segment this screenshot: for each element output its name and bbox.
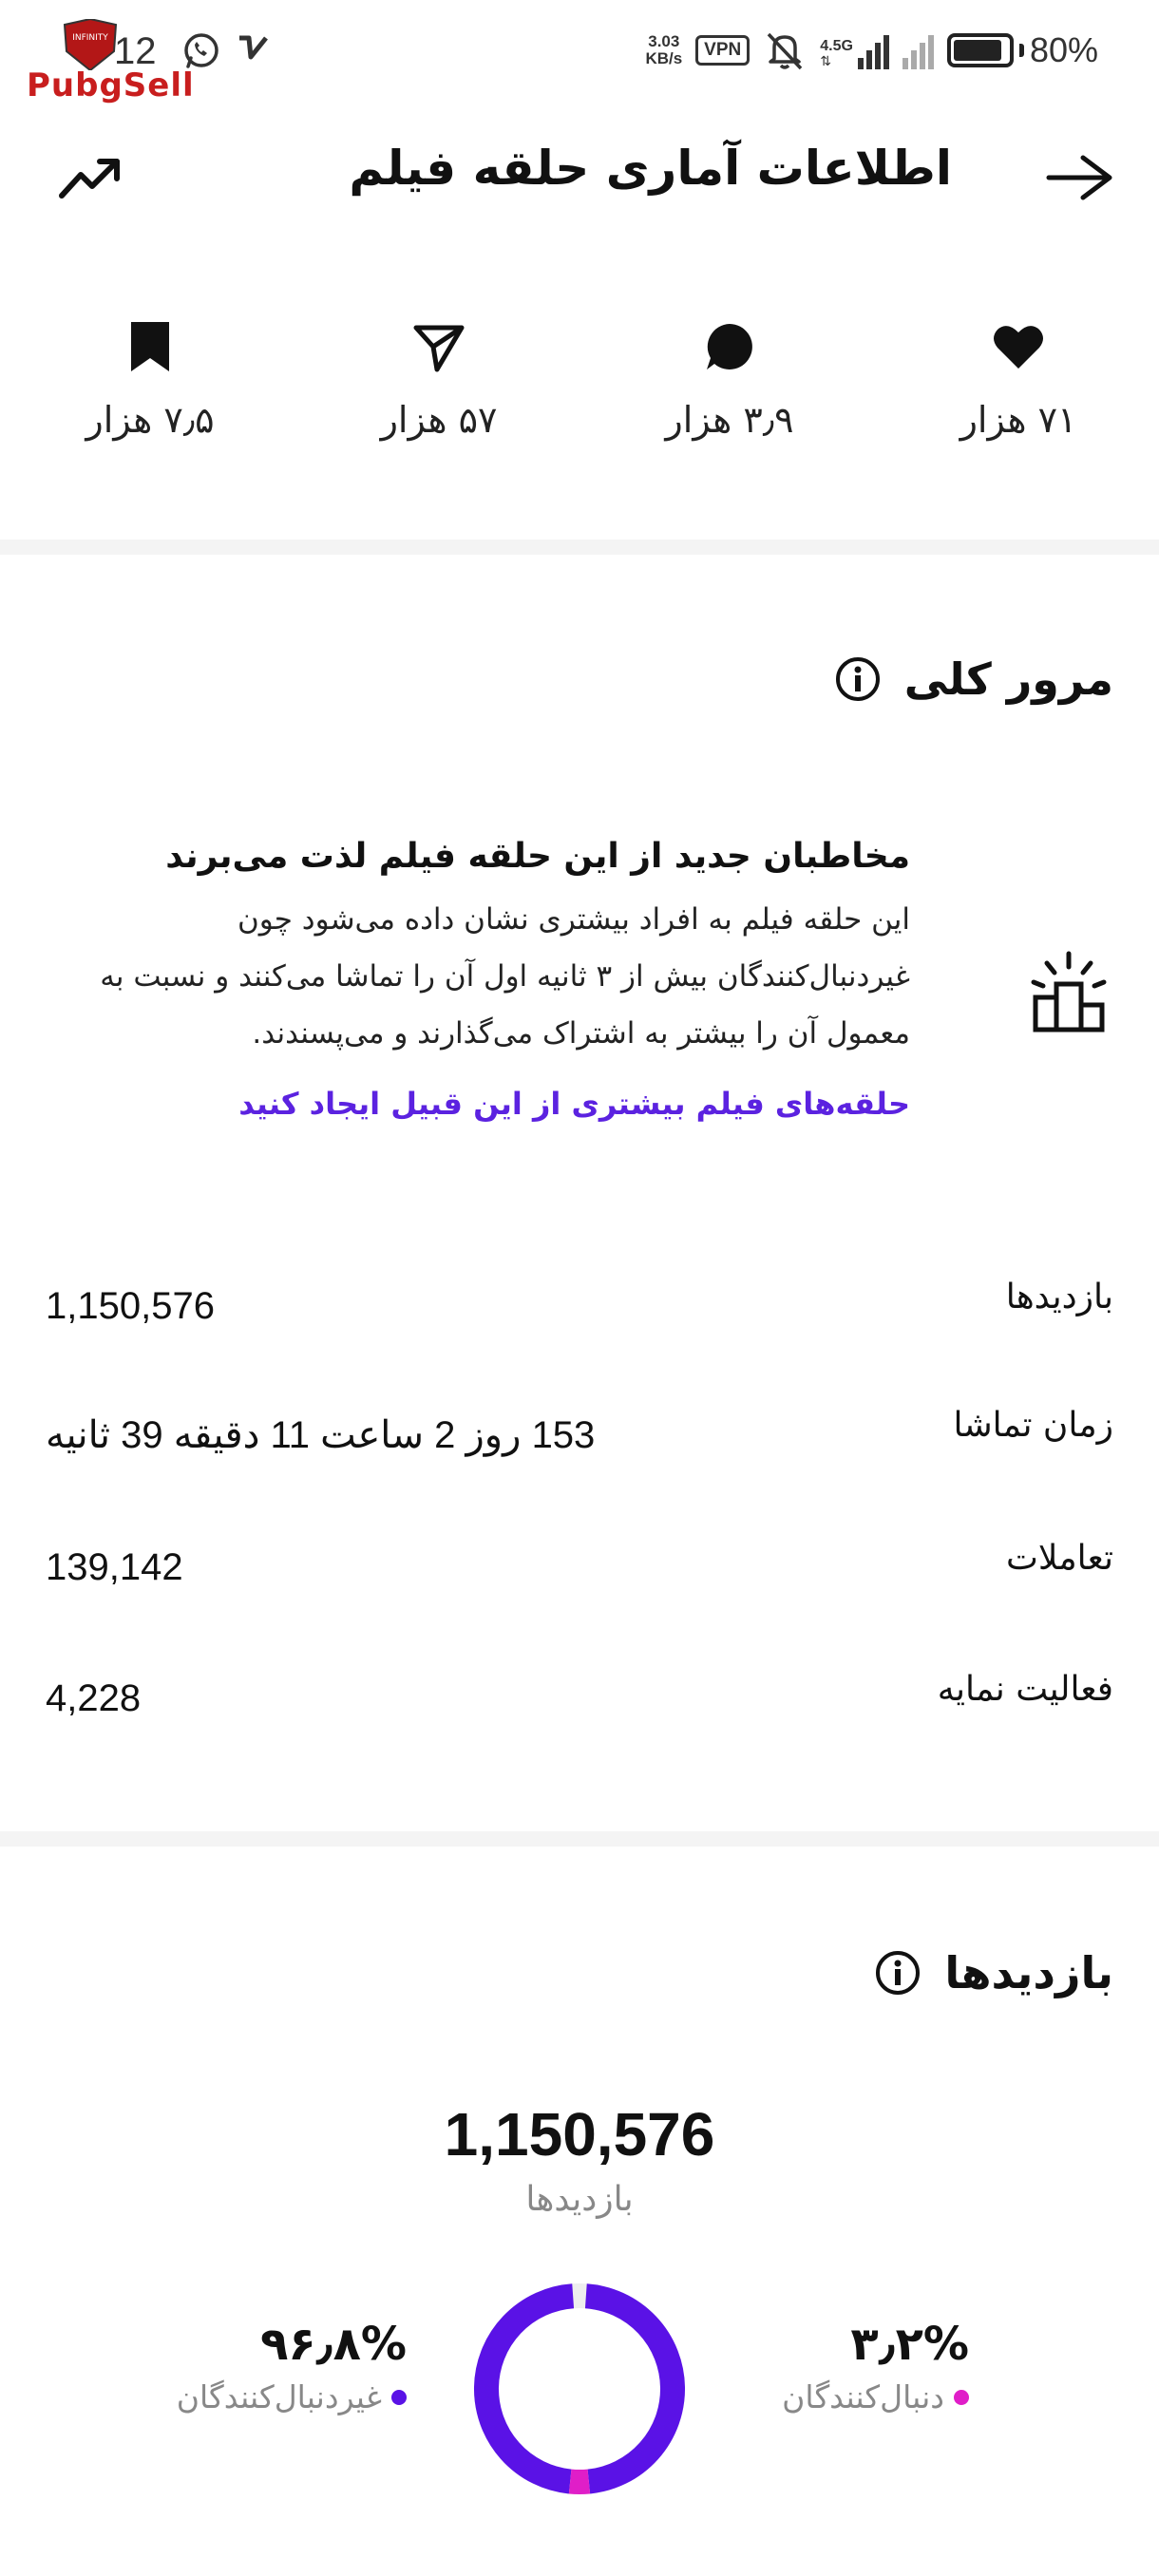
- battery: [947, 30, 1098, 70]
- battery-percent: 80%: [1029, 30, 1098, 69]
- data-arrows-icon: ⇅: [820, 54, 831, 69]
- insight-card: [46, 817, 1113, 1168]
- insight-body-line: معمول آن را بیشتر به اشتراک می‌گذارند و می‌پسندند.: [252, 1016, 910, 1051]
- arrow-back-icon: [1045, 154, 1113, 201]
- status-time: 12: [114, 30, 157, 72]
- insight-body-line: این حلقه فیلم به افراد بیشتری نشان داده می‌شود چون: [237, 902, 910, 937]
- bookmark-icon: [127, 320, 173, 373]
- metric-value: 1,150,576: [46, 1285, 215, 1327]
- net-speed: [645, 33, 682, 67]
- metric-interactions: [46, 1539, 1113, 1605]
- back-button[interactable]: [1041, 144, 1117, 211]
- overview-title-text: مرور کلی: [903, 653, 1113, 705]
- insight-body: [55, 891, 910, 1062]
- battery-icon: [947, 33, 1014, 67]
- cell-signal-2: [902, 31, 934, 69]
- create-more-link[interactable]: حلقه‌های فیلم بیشتری از این قبیل ایجاد کنید: [238, 1086, 910, 1122]
- metric-label: بازدیدها: [1005, 1278, 1113, 1316]
- metric-profile-activity: [46, 1670, 1113, 1736]
- status-right: [645, 27, 1098, 74]
- views-total: 1,150,576: [444, 2100, 715, 2169]
- likes-count: ۷۱ هزار: [960, 399, 1077, 441]
- metric-value: 153 روز 2 ساعت 11 دقیقه 39 ثانیه: [46, 1414, 596, 1456]
- saves-count: ۷٫۵ هزار: [86, 399, 215, 441]
- page-title: اطلاعات آماری حلقه فیلم: [349, 141, 952, 196]
- overview-title: [834, 653, 1113, 705]
- status-bar: [0, 0, 1159, 104]
- followers-label: دنبال‌کنندگان: [782, 2378, 944, 2415]
- views-donut-chart: [470, 2280, 689, 2498]
- stat-likes: [914, 313, 1123, 441]
- section-divider: [0, 1831, 1159, 1847]
- trend-button[interactable]: [53, 144, 129, 211]
- metric-watch-time: [46, 1406, 1113, 1472]
- metric-views: [46, 1278, 1113, 1344]
- logo-badge-text: INFINITY: [72, 33, 108, 43]
- shares-count: ۵۷ هزار: [380, 399, 498, 441]
- net-speed-value: 3.03: [648, 32, 680, 50]
- send-icon: [412, 320, 466, 373]
- heart-icon: [992, 323, 1045, 370]
- insight-title: مخاطبان جدید از این حلقه فیلم لذت می‌برند: [165, 837, 910, 876]
- legend-non-followers: [177, 2318, 407, 2415]
- brand-logo-icon: [59, 19, 122, 70]
- bell-muted-icon: [763, 28, 807, 72]
- whatsapp-icon: [180, 30, 222, 72]
- legend-followers: [782, 2318, 969, 2415]
- status-left: [23, 19, 251, 104]
- views-total-caption: بازدیدها: [525, 2180, 634, 2219]
- followers-pct: ۳٫۲%: [850, 2318, 969, 2371]
- non-followers-label-row: [177, 2378, 407, 2415]
- cell-signal: [820, 31, 889, 69]
- app-header: [0, 123, 1159, 228]
- views-title-text: بازدیدها: [944, 1947, 1113, 1998]
- non-followers-label: غیردنبال‌کنندگان: [176, 2378, 382, 2415]
- comment-icon: [703, 320, 756, 373]
- info-icon[interactable]: [874, 1949, 922, 1997]
- metric-value: 139,142: [46, 1546, 183, 1588]
- non-followers-pct: ۹۶٫۸%: [260, 2318, 407, 2371]
- stat-saves: [46, 313, 255, 441]
- vpn-badge: VPN: [695, 35, 750, 66]
- followers-dot: [954, 2390, 969, 2405]
- metric-label: زمان تماشا: [953, 1406, 1113, 1445]
- engagement-stats: [0, 313, 1159, 475]
- section-divider: [0, 540, 1159, 555]
- views-title: [874, 1947, 1113, 1998]
- network-type: 4.5G: [820, 38, 853, 54]
- check-icon: [234, 30, 272, 68]
- info-icon[interactable]: [834, 655, 882, 703]
- metric-label: فعالیت نمایه: [937, 1670, 1113, 1709]
- non-followers-dot: [391, 2390, 407, 2405]
- insight-body-line: غیردنبال‌کنندگان بیش از ۳ ثانیه اول آن را تماشا می‌کنند و نسبت به: [100, 959, 910, 994]
- metric-value: 4,228: [46, 1677, 142, 1719]
- stat-shares: [334, 313, 543, 441]
- comments-count: ۳٫۹ هزار: [665, 399, 794, 441]
- non-followers-arc: [486, 2296, 673, 2481]
- stat-comments: [625, 313, 834, 441]
- trending-up-icon: [58, 154, 124, 201]
- net-speed-unit: KB/s: [645, 49, 683, 67]
- insight-text: [55, 828, 910, 1132]
- podium-icon: [1028, 950, 1113, 1035]
- metric-label: تعاملات: [1005, 1539, 1113, 1578]
- brand-logo-text: PubgSell: [27, 66, 195, 104]
- followers-label-row: [782, 2378, 969, 2415]
